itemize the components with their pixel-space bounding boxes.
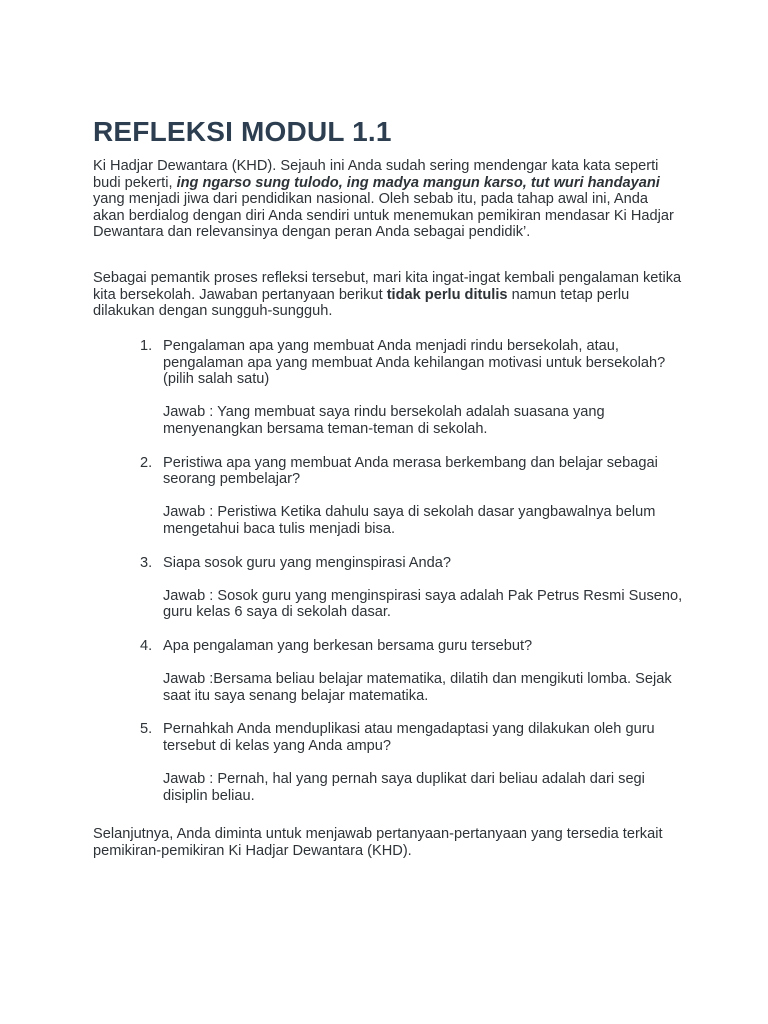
closing-paragraph: Selanjutnya, Anda diminta untuk menjawab pertanyaan-pertanyaan yang tersedia terkait pemikiran-pemikiran Ki Hadjar Dewantara (KHD). xyxy=(93,826,663,859)
intro-text-start: Ki Hadjar Dewantara (KHD). Sejauh ini Anda sudah sering mendengar kata kata seperti budi pekerti, xyxy=(93,158,659,191)
question-number: 3. xyxy=(140,554,153,571)
list-item xyxy=(93,721,683,804)
question-number: 1. xyxy=(140,338,153,354)
list-item xyxy=(93,638,683,704)
answer-text: Jawab : Pernah, hal yang pernah saya duplikat dari beliau adalah dari segi disiplin beliau. xyxy=(163,771,645,804)
question-text: Pernahkah Anda menduplikasi atau mengadaptasi yang dilakukan oleh guru tersebut di kelas yang Anda ampu? xyxy=(163,721,655,754)
answer-text: Jawab : Yang membuat saya rindu bersekolah adalah suasana yang menyenangkan bersama teman-teman di sekolah. xyxy=(163,404,605,437)
instruction-text-start: Sebagai pemantik proses refleksi tersebut, mari kita ingat-ingat kembali pengalaman ketika kita bersekolah. Jawaban pertanyaan berikut xyxy=(93,270,682,303)
list-item xyxy=(93,338,683,438)
instruction-paragraph xyxy=(93,270,683,320)
question-number: 5. xyxy=(140,721,153,738)
question-number: 4. xyxy=(140,637,153,654)
intro-emphasis: ing ngarso sung tulodo, ing madya mangun karso, tut wuri handayani xyxy=(176,174,660,191)
instruction-text-end: namun tetap perlu dilakukan dengan sungguh-sungguh. xyxy=(93,286,630,320)
question-list xyxy=(93,338,683,821)
list-item xyxy=(93,455,683,538)
question-number: 2. xyxy=(140,454,153,471)
answer-text: Jawab : Peristiwa Ketika dahulu saya di sekolah dasar yangbawalnya belum mengetahui baca tulis menjadi bisa. xyxy=(163,504,656,537)
answer-text: Jawab : Sosok guru yang menginspirasi saya adalah Pak Petrus Resmi Suseno, guru kelas 6 saya di sekolah dasar. xyxy=(163,587,683,621)
question-text: Pengalaman apa yang membuat Anda menjadi rindu bersekolah, atau, pengalaman apa yang membuat Anda kehilangan motivasi untuk bersekolah? (pilih salah satu) xyxy=(163,338,666,388)
question-text: Apa pengalaman yang berkesan bersama guru tersebut? xyxy=(163,637,533,654)
list-item xyxy=(93,555,683,621)
instruction-bold: tidak perlu ditulis xyxy=(386,286,508,303)
page-title: REFLEKSI MODUL 1.1 xyxy=(93,116,392,147)
answer-text: Jawab :Bersama beliau belajar matematika, dilatih dan mengikuti lomba. Sejak saat itu saya senang belajar matematika. xyxy=(163,671,672,704)
question-text: Peristiwa apa yang membuat Anda merasa berkembang dan belajar sebagai seorang pembelajar? xyxy=(163,454,658,488)
question-text: Siapa sosok guru yang menginspirasi Anda? xyxy=(163,554,452,571)
intro-text-end: yang menjadi jiwa dari pendidikan nasional. Oleh sebab itu, pada tahap awal ini, Anda akan berdialog dengan diri Anda sendiri untuk menemukan pemikiran mendasar Ki Hadjar Dewantara dan relevansinya dengan peran Anda sebagai pendidik’. xyxy=(93,191,674,241)
intro-paragraph xyxy=(93,158,683,241)
